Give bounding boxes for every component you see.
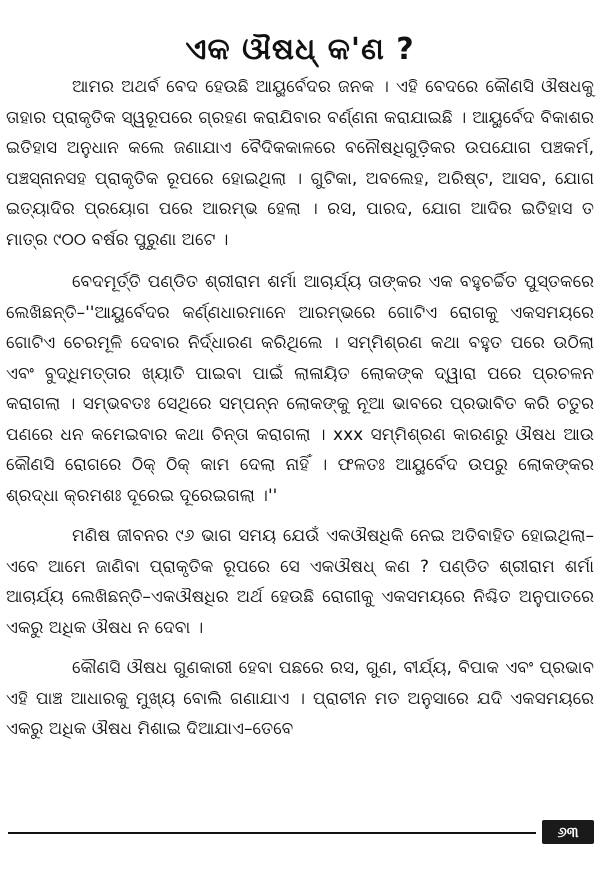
page-number-badge: ୬୩: [542, 820, 594, 844]
paragraph-2: ବେଦମୂର୍ତ୍ତି ପଣ୍ଡିତ ଶ୍ରୀରାମ ଶର୍ମା ଆଚାର୍ଯ୍ୟ ତାଙ୍କର ଏକ ବହୁଚର୍ଚ୍ଚିତ ପୁସ୍ତକରେ ଲେଖିଛନ୍ତି–''ଆୟୁର୍ବେଦର କର୍ଣ୍ଣଧାରମାନେ ଆରମ୍ଭରେ ଗୋଟିଏ ରୋଗକୁ ଏକସମୟରେ ଗୋଟିଏ ଚେରମୂଳି ଦେବାର ନିର୍ଦ୍ଧାରଣ କରିଥିଲେ । ସମ୍ମିଶ୍ରଣ କଥା ବହୁତ ପରେ ଉଠିଲା ଏବଂ ବୁଦ୍ଧିମତ୍ତାର ଖ୍ୟାତି ପାଇବା ପାଇଁ ଲାଳାୟିତ ଲୋକଙ୍କ ଦ୍ୱାରା ପରେ ପ୍ରଚଳନ କରାଗଲା । ସମ୍ଭବତଃ ସେଥିରେ ସମ୍ପନ୍ନ ଲୋକଙ୍କୁ ନୂଆ ଭାବରେ ପ୍ରଭାବିତ କରି ଚତୁର ପଣରେ ଧନ କମେଇବାର କଥା ଚିନ୍ତା କରାଗଲା । xxx ସମ୍ମିଶ୍ରଣ କାରଣରୁ ଔଷଧ ଆଉ କୌଣସି ରୋଗରେ ଠିକ୍ ଠିକ୍ କାମ ଦେଲା ନାହିଁ । ଫଳତଃ ଆୟୁର୍ବେଦ ଉପରୁ ଲୋକଙ୍କର ଶ୍ରଦ୍ଧା କ୍ରମଶଃ ଦୂରେଇ ଦୂରେଇଗଲା ।'': [6, 272, 594, 506]
paragraph-3: ମଣିଷ ଜୀବନର ୯୬ ଭାଗ ସମୟ ଯେଉଁ ଏକଔଷଧିକି ନେଇ ଅତିବାହିତ ହୋଇଥିଲା–ଏବେ ଆମେ ଜାଣିବା ପ୍ରାକୃତିକ ରୂପରେ ସେ ଏକଔଷଧ୍ କଣ ? ପଣ୍ଡିତ ଶ୍ରୀରାମ ଶର୍ମା ଆଚାର୍ଯ୍ୟ ଲେଖିଛନ୍ତି–ଏକଔଷଧିର ଅର୍ଥ ହେଉଛି ରୋଗୀକୁ ଏକସମୟରେ ନିଶ୍ଚିତ ଅନୁପାତରେ ଏକରୁ ଅଧିକ ଔଷଧ ନ ଦେବା ।: [6, 526, 594, 638]
page-title: ଏକ ଔଷଧ୍ କ'ଣ ?: [185, 32, 415, 68]
footer-rule: [8, 832, 536, 834]
paragraph-4: କୌଣସି ଔଷଧ ଗୁଣକାରୀ ହେବା ପଛରେ ରସ, ଗୁଣ, ବୀର୍ଯ୍ୟ, ବିପାକ ଏବଂ ପ୍ରଭାବ ଏହି ପାଞ୍ଚ ଆଧାରକୁ ମୁଖ୍ୟ ବୋଲି ଗଣାଯାଏ । ପ୍ରାଚୀନ ମତ ଅନୁସାରେ ଯଦି ଏକସମୟରେ ଏକରୁ ଅଧିକ ଔଷଧ ମିଶାଇ ଦିଆଯାଏ–ତେବେ: [6, 658, 594, 739]
article-body: [6, 72, 594, 745]
paragraph-1: ଆମର ଅଥର୍ବ ବେଦ ହେଉଛି ଆୟୁର୍ବେଦର ଜନକ । ଏହି ବେଦରେ କୌଣସି ଔଷଧକୁ ତାହାର ପ୍ରାକୃତିକ ସ୍ୱରୂପରେ ଗ୍ରହଣ କରାଯିବାର ବର୍ଣ୍ଣନା କରାଯାଇଛି । ଆୟୁର୍ବେଦ ବିକାଶର ଇତିହାସ ଅନୁଧାନ କଲେ ଜଣାଯାଏ ବୈଦିକକାଳରେ ବନୌଷଧିଗୁଡ଼ିକର ଉପଯୋଗ ପଞ୍ଚକର୍ମ, ପଞ୍ଚସ୍ନାନସହ ପ୍ରାକୃତିକ ରୂପରେ ହୋଇଥିଲା । ଗୁଟିକା, ଅବଲେହ, ଅରିଷ୍ଟ, ଆସବ, ଯୋଗ ଇତ୍ୟାଦିର ପ୍ରୟୋଗ ପରେ ଆରମ୍ଭ ହେଲା । ରସ, ପାରଦ, ଯୋଗ ଆଦିର ଇତିହାସ ତ ମାତ୍ର ୯୦୦ ବର୍ଷର ପୁରୁଣା ଅଟେ ।: [6, 77, 594, 250]
